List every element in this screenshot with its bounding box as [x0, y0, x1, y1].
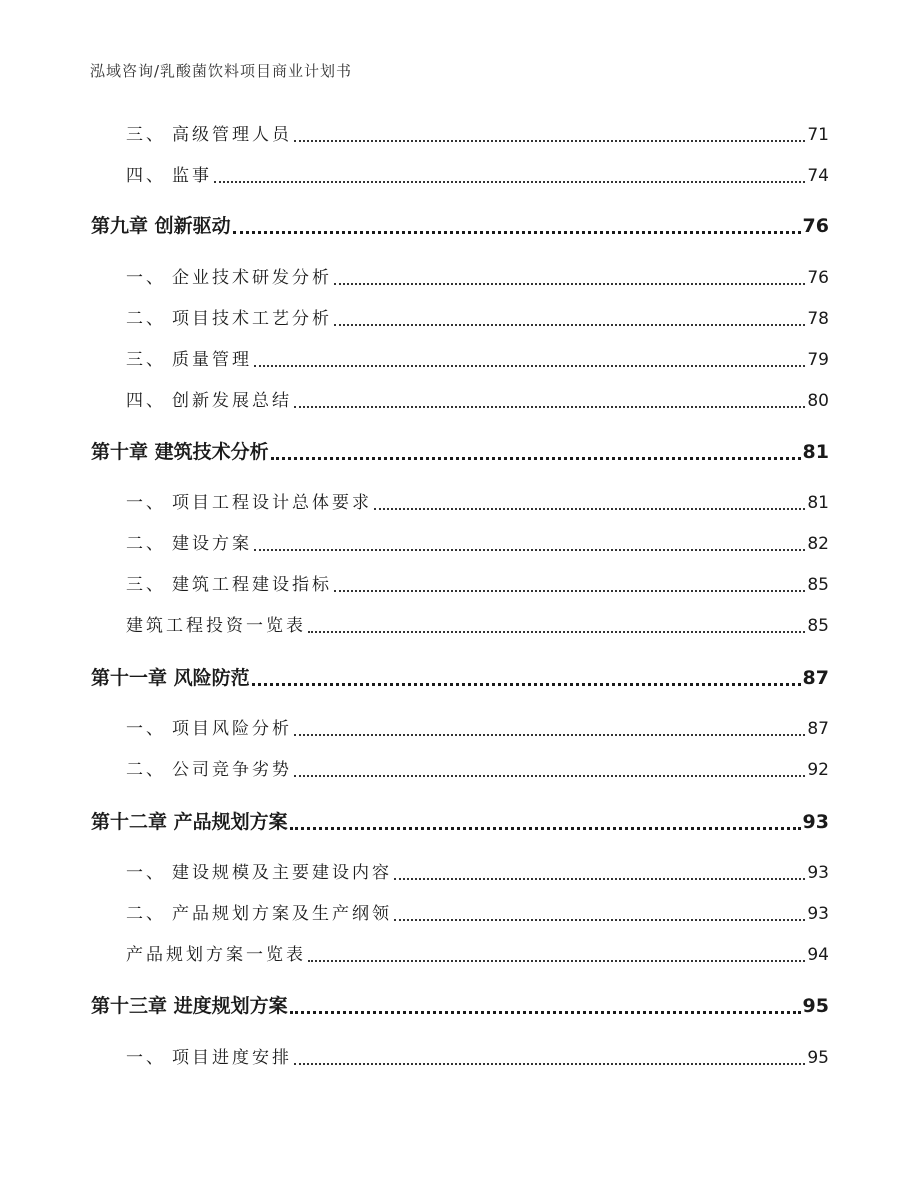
- toc-entry-page: 76: [807, 268, 829, 288]
- toc-entry-number: 二、: [126, 904, 166, 924]
- toc-entry-label: [126, 613, 306, 639]
- toc-entry-label: [126, 942, 306, 968]
- toc-entry[interactable]: [0, 860, 920, 886]
- toc-entry-label: [126, 572, 332, 598]
- toc-entry-page: 80: [807, 391, 829, 411]
- toc-entry-page: 78: [807, 309, 829, 329]
- dot-leader: [294, 734, 805, 736]
- toc-entry-page: 85: [807, 616, 829, 636]
- toc-entry-number: 二、: [126, 309, 166, 329]
- toc-chapter-page: 81: [802, 441, 829, 463]
- toc-entry-title: 建设规模及主要建设内容: [172, 863, 392, 883]
- toc-entry-title: 项目技术工艺分析: [172, 309, 332, 329]
- toc-entry-title: 企业技术研发分析: [172, 268, 332, 288]
- dot-leader: [254, 549, 805, 551]
- toc-entry-page: 93: [807, 904, 829, 924]
- dot-leader: [394, 919, 805, 921]
- toc-entry-number: 二、: [126, 760, 166, 780]
- toc-entry-title: 高级管理人员: [172, 125, 292, 145]
- toc-chapter-page: 95: [802, 995, 829, 1017]
- toc-entry-label: [126, 163, 212, 189]
- toc-entry-number: 三、: [126, 350, 166, 370]
- toc-entry-number: 一、: [126, 863, 166, 883]
- dot-leader: [290, 827, 801, 830]
- toc-entry-page: 81: [807, 493, 829, 513]
- toc-entry[interactable]: [0, 306, 920, 332]
- dot-leader: [308, 631, 805, 633]
- toc-chapter[interactable]: [0, 807, 920, 837]
- toc-entry-number: 一、: [126, 493, 166, 513]
- toc-entry-title: 公司竞争劣势: [172, 760, 292, 780]
- toc-entry-label: [126, 122, 292, 148]
- toc-entry[interactable]: [0, 490, 920, 516]
- toc-chapter-title: 第十章 建筑技术分析: [91, 441, 269, 463]
- dot-leader: [308, 960, 805, 962]
- toc-chapter[interactable]: [0, 211, 920, 241]
- toc-entry[interactable]: [0, 122, 920, 148]
- toc-entry[interactable]: [0, 531, 920, 557]
- toc-entry-label: [126, 306, 332, 332]
- toc-entry-title: 产品规划方案及生产纲领: [172, 904, 392, 924]
- toc-entry-label: [126, 860, 392, 886]
- toc-entry-page: 71: [807, 125, 829, 145]
- toc-entry-label: [126, 265, 332, 291]
- toc-entry-page: 87: [807, 719, 829, 739]
- dot-leader: [374, 508, 805, 510]
- toc-entry-label: [126, 757, 292, 783]
- toc-entry-label: [126, 388, 292, 414]
- dot-leader: [271, 457, 801, 460]
- toc-entry[interactable]: [0, 757, 920, 783]
- toc-chapter-title: 第九章 创新驱动: [91, 215, 231, 237]
- toc-entry-number: 三、: [126, 125, 166, 145]
- toc-entry-label: [126, 490, 372, 516]
- dot-leader: [252, 683, 801, 686]
- toc-entry-title: 建筑工程建设指标: [172, 575, 332, 595]
- toc-entry[interactable]: [0, 163, 920, 189]
- toc-entry-number: 二、: [126, 534, 166, 554]
- toc-chapter-page: 93: [802, 811, 829, 833]
- toc-chapter[interactable]: [0, 437, 920, 467]
- toc-entry-label: [126, 531, 252, 557]
- toc-entry-title: 质量管理: [172, 350, 252, 370]
- toc-chapter-page: 87: [802, 667, 829, 689]
- toc-entry-page: 95: [807, 1048, 829, 1068]
- dot-leader: [214, 181, 805, 183]
- dot-leader: [294, 1063, 805, 1065]
- toc-entry-page: 74: [807, 166, 829, 186]
- toc-entry-number: 四、: [126, 391, 166, 411]
- toc-entry[interactable]: [0, 716, 920, 742]
- toc-chapter[interactable]: [0, 663, 920, 693]
- toc-entry-page: 82: [807, 534, 829, 554]
- toc-entry-page: 85: [807, 575, 829, 595]
- toc-entry-title: 项目进度安排: [172, 1048, 292, 1068]
- toc-entry[interactable]: [0, 901, 920, 927]
- toc-chapter-page: 76: [802, 215, 829, 237]
- toc-entry-title: 创新发展总结: [172, 391, 292, 411]
- toc-chapter-title: 第十一章 风险防范: [91, 667, 250, 689]
- running-header: 泓域咨询/乳酸菌饮料项目商业计划书: [90, 62, 353, 80]
- dot-leader: [334, 283, 805, 285]
- toc-entry-number: 一、: [126, 719, 166, 739]
- toc-entry-number: 四、: [126, 166, 166, 186]
- toc-entry-label: [126, 1045, 292, 1071]
- toc-entry-number: 一、: [126, 1048, 166, 1068]
- dot-leader: [294, 140, 805, 142]
- toc-entry-number: 一、: [126, 268, 166, 288]
- dot-leader: [334, 324, 805, 326]
- dot-leader: [233, 231, 801, 234]
- toc-entry[interactable]: [0, 1045, 920, 1071]
- toc-entry-page: 94: [807, 945, 829, 965]
- toc-entry-page: 79: [807, 350, 829, 370]
- toc-chapter-title: 第十二章 产品规划方案: [91, 811, 288, 833]
- toc-entry-title: 产品规划方案一览表: [126, 945, 306, 965]
- toc-entry-title: 监事: [172, 166, 212, 186]
- toc-entry-page: 92: [807, 760, 829, 780]
- dot-leader: [254, 365, 805, 367]
- dot-leader: [394, 878, 805, 880]
- toc-chapter[interactable]: [0, 991, 920, 1021]
- toc-entry-page: 93: [807, 863, 829, 883]
- dot-leader: [290, 1011, 801, 1014]
- toc-entry-title: 项目风险分析: [172, 719, 292, 739]
- toc-entry-label: [126, 901, 392, 927]
- toc-entry[interactable]: [0, 265, 920, 291]
- toc-entry[interactable]: [0, 942, 920, 968]
- toc-entry[interactable]: [0, 572, 920, 598]
- toc-chapter-title: 第十三章 进度规划方案: [91, 995, 288, 1017]
- toc-entry-title: 建设方案: [172, 534, 252, 554]
- dot-leader: [334, 590, 805, 592]
- toc-entry[interactable]: [0, 613, 920, 639]
- toc-entry-title: 项目工程设计总体要求: [172, 493, 372, 513]
- dot-leader: [294, 775, 805, 777]
- dot-leader: [294, 406, 805, 408]
- toc-entry-title: 建筑工程投资一览表: [126, 616, 306, 636]
- toc-entry-number: 三、: [126, 575, 166, 595]
- toc-entry-label: [126, 347, 252, 373]
- toc-entry[interactable]: [0, 388, 920, 414]
- toc-entry[interactable]: [0, 347, 920, 373]
- toc-entry-label: [126, 716, 292, 742]
